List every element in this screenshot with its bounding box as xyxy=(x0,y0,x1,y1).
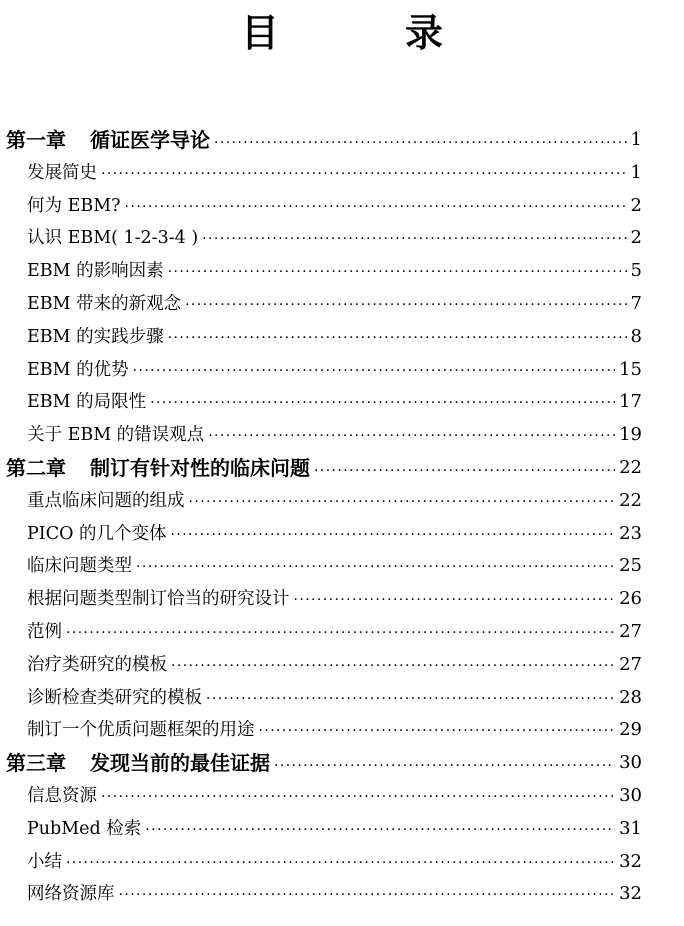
toc-section-entry[interactable] xyxy=(0,354,684,387)
dot-leader xyxy=(202,223,636,256)
dot-leader xyxy=(145,814,636,847)
toc-entry-label: 发展简史 xyxy=(27,162,97,183)
toc-section-entry[interactable] xyxy=(0,846,684,879)
toc-entry-label xyxy=(6,124,210,157)
dot-leader xyxy=(274,750,636,783)
dot-leader xyxy=(259,715,637,748)
toc-section-entry[interactable] xyxy=(0,485,684,518)
toc-section-entry[interactable] xyxy=(0,321,684,354)
toc-entry-label: PICO 的几个变体 xyxy=(27,523,167,544)
page-number: 30 xyxy=(615,747,642,780)
toc-entry-label: 信息资源 xyxy=(27,785,97,806)
toc-entry-label: PubMed 检索 xyxy=(27,818,142,839)
toc-entry-label: 认识 EBM( 1-2-3-4 ) xyxy=(27,228,199,249)
page-number: 2 xyxy=(627,190,642,223)
toc-section-entry[interactable] xyxy=(0,714,684,747)
toc-section-entry[interactable] xyxy=(0,583,684,616)
toc-chapter-entry[interactable] xyxy=(0,452,684,485)
dot-leader xyxy=(206,683,636,716)
dot-leader xyxy=(189,486,637,519)
toc-entry-label xyxy=(6,452,310,485)
page-title: 目 录 xyxy=(240,11,487,55)
chapter-title: 制订有针对性的临床问题 xyxy=(90,455,310,480)
dot-leader xyxy=(150,387,636,420)
page-number: 15 xyxy=(615,354,642,387)
toc-entry-label: 根据问题类型制订恰当的研究设计 xyxy=(27,589,290,610)
toc-entry-label: 小结 xyxy=(27,851,62,872)
toc-entry-label: 制订一个优质问题框架的用途 xyxy=(27,720,255,741)
chapter-number: 第一章 xyxy=(6,128,66,152)
page-number: 1 xyxy=(627,124,642,157)
toc-section-entry[interactable] xyxy=(0,222,684,255)
toc-entry-label: EBM 带来的新观念 xyxy=(27,293,182,314)
toc-entry-label: 范例 xyxy=(27,621,62,642)
page-number: 32 xyxy=(615,878,642,911)
toc-section-entry[interactable] xyxy=(0,419,684,452)
toc-section-entry[interactable] xyxy=(0,813,684,846)
toc-section-entry[interactable] xyxy=(0,255,684,288)
dot-leader xyxy=(101,781,636,814)
page-number: 29 xyxy=(615,714,642,747)
dot-leader xyxy=(171,519,637,552)
toc-chapter-entry[interactable] xyxy=(0,124,684,157)
dot-leader xyxy=(101,158,636,191)
toc-chapter-entry[interactable] xyxy=(0,747,684,780)
page-number: 17 xyxy=(615,386,642,419)
page-number: 27 xyxy=(615,649,642,682)
toc-section-entry[interactable] xyxy=(0,190,684,223)
dot-leader xyxy=(125,191,637,224)
toc-section-entry[interactable] xyxy=(0,157,684,190)
dot-leader xyxy=(208,420,636,453)
dot-leader xyxy=(66,617,636,650)
page-number: 23 xyxy=(615,518,642,551)
toc-entry-label: EBM 的实践步骤 xyxy=(27,326,164,347)
page-number: 26 xyxy=(615,583,642,616)
toc-entry-label: 治疗类研究的模板 xyxy=(27,654,167,675)
chapter-number: 第三章 xyxy=(6,751,66,776)
page-number: 22 xyxy=(615,485,642,518)
page-number: 31 xyxy=(615,813,642,846)
page-number: 30 xyxy=(615,780,642,813)
toc-section-entry[interactable] xyxy=(0,780,684,813)
dot-leader xyxy=(294,584,637,617)
page-number: 32 xyxy=(615,846,642,879)
toc-entry-label: 诊断检查类研究的模板 xyxy=(27,687,202,708)
page-number: 8 xyxy=(627,321,642,354)
toc-entry-label: EBM 的影响因素 xyxy=(27,261,164,282)
dot-leader xyxy=(185,289,636,322)
toc-section-entry[interactable] xyxy=(0,682,684,715)
page-number: 28 xyxy=(615,682,642,715)
dot-leader xyxy=(214,127,636,160)
toc-entry-label: 临床问题类型 xyxy=(27,556,132,577)
dot-leader xyxy=(66,847,636,880)
table-of-contents xyxy=(0,124,684,911)
toc-section-entry[interactable] xyxy=(0,518,684,551)
toc-entry-label: 何为 EBM? xyxy=(27,195,121,216)
toc-entry-label: 网络资源库 xyxy=(27,884,115,905)
page-number: 25 xyxy=(615,550,642,583)
dot-leader xyxy=(119,879,637,912)
dot-leader xyxy=(133,355,636,388)
page-number: 7 xyxy=(627,288,642,321)
toc-entry-label: EBM 的优势 xyxy=(27,359,129,380)
page-number: 2 xyxy=(627,222,642,255)
toc-entry-label: 重点临床问题的组成 xyxy=(27,490,185,511)
chapter-title: 循证医学导论 xyxy=(90,128,210,152)
toc-section-entry[interactable] xyxy=(0,649,684,682)
chapter-title: 发现当前的最佳证据 xyxy=(90,751,270,776)
page-number: 5 xyxy=(627,255,642,288)
chapter-number: 第二章 xyxy=(6,455,66,480)
toc-section-entry[interactable] xyxy=(0,616,684,649)
page-number: 1 xyxy=(627,157,642,190)
dot-leader xyxy=(314,455,636,488)
page-number: 27 xyxy=(615,616,642,649)
toc-entry-label: EBM 的局限性 xyxy=(27,392,147,413)
toc-section-entry[interactable] xyxy=(0,386,684,419)
toc-section-entry[interactable] xyxy=(0,288,684,321)
dot-leader xyxy=(168,256,636,289)
dot-leader xyxy=(136,551,636,584)
dot-leader xyxy=(171,650,636,683)
toc-entry-label: 关于 EBM 的错误观点 xyxy=(27,425,205,446)
toc-section-entry[interactable] xyxy=(0,878,684,911)
toc-section-entry[interactable] xyxy=(0,550,684,583)
dot-leader xyxy=(168,322,636,355)
toc-entry-label xyxy=(6,747,270,780)
page-number: 19 xyxy=(615,419,642,452)
page-number: 22 xyxy=(615,452,642,485)
